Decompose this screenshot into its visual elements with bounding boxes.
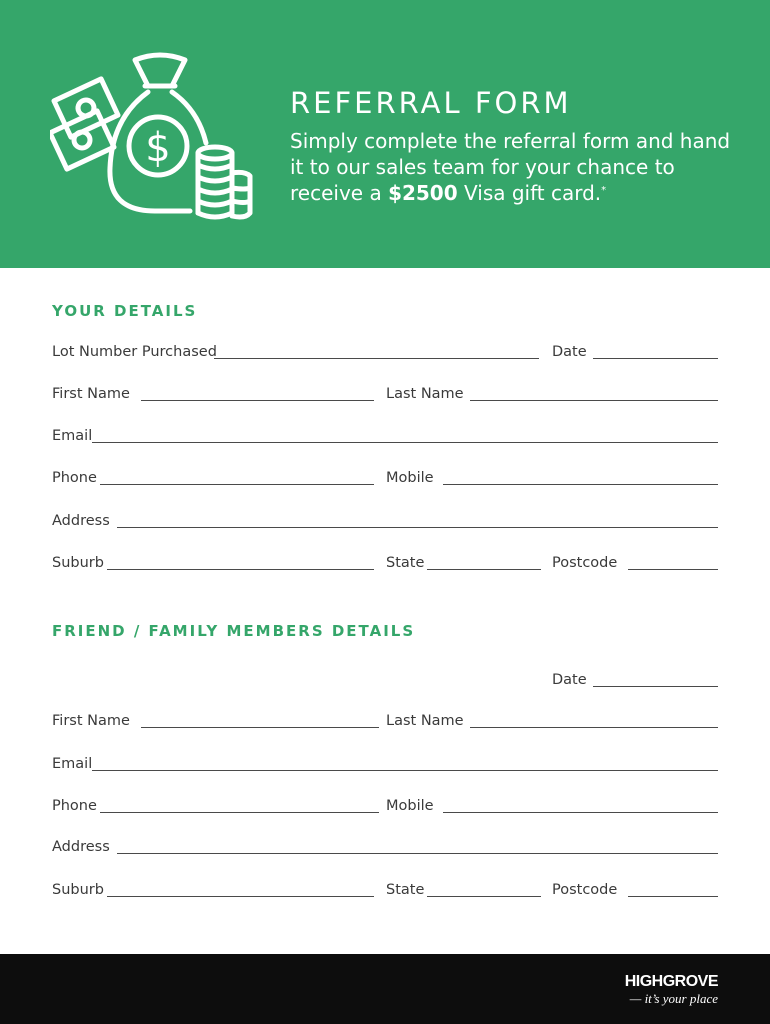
svg-text:$: $ <box>145 125 171 171</box>
friend-email-label: Email <box>52 756 93 772</box>
friend-details-heading: FRIEND / FAMILY MEMBERS DETAILS <box>52 622 416 640</box>
address-field[interactable] <box>117 527 718 528</box>
address-label: Address <box>52 513 110 529</box>
friend-mobile-field[interactable] <box>443 812 718 813</box>
date-label: Date <box>552 344 587 360</box>
form-title: REFERRAL FORM <box>290 86 572 120</box>
brand-tagline: — it’s your place <box>629 991 718 1006</box>
friend-suburb-field[interactable] <box>107 896 374 897</box>
friend-phone-field[interactable] <box>100 812 379 813</box>
your-details-heading: YOUR DETAILS <box>52 302 198 320</box>
suburb-field[interactable] <box>107 569 374 570</box>
first-name-label: First Name <box>52 386 130 402</box>
form-intro-text <box>290 128 740 206</box>
phone-label: Phone <box>52 470 97 486</box>
date-field[interactable] <box>593 358 718 359</box>
phone-field[interactable] <box>100 484 374 485</box>
footer-bar <box>0 954 770 1024</box>
friend-first-name-field[interactable] <box>141 727 379 728</box>
lot-number-field[interactable] <box>214 358 539 359</box>
suburb-label: Suburb <box>52 555 104 571</box>
friend-phone-label: Phone <box>52 798 97 814</box>
intro-text-part1: Simply complete the referral form and hand it to our sales team for your chance to receive a <box>290 129 731 205</box>
friend-postcode-field[interactable] <box>628 896 718 897</box>
first-name-field[interactable] <box>141 400 374 401</box>
state-field[interactable] <box>427 569 541 570</box>
mobile-label: Mobile <box>386 470 434 486</box>
friend-address-label: Address <box>52 839 110 855</box>
last-name-field[interactable] <box>470 400 718 401</box>
postcode-field[interactable] <box>628 569 718 570</box>
friend-email-field[interactable] <box>92 770 718 771</box>
postcode-label: Postcode <box>552 555 618 571</box>
friend-mobile-label: Mobile <box>386 798 434 814</box>
prize-amount: $2500 <box>388 181 458 205</box>
mobile-field[interactable] <box>443 484 718 485</box>
friend-date-field[interactable] <box>593 686 718 687</box>
friend-address-field[interactable] <box>117 853 718 854</box>
friend-date-label: Date <box>552 672 587 688</box>
last-name-label: Last Name <box>386 386 464 402</box>
brand-logo: HIGHGROVE <box>624 973 718 990</box>
money-bag-icon <box>50 48 260 223</box>
footnote-mark: * <box>601 185 607 196</box>
friend-last-name-label: Last Name <box>386 713 464 729</box>
friend-state-label: State <box>386 882 425 898</box>
header-banner <box>0 0 770 268</box>
intro-text-part2: Visa gift card. <box>457 181 602 205</box>
friend-suburb-label: Suburb <box>52 882 104 898</box>
email-field[interactable] <box>92 442 718 443</box>
state-label: State <box>386 555 425 571</box>
friend-first-name-label: First Name <box>52 713 130 729</box>
friend-state-field[interactable] <box>427 896 541 897</box>
friend-last-name-field[interactable] <box>470 727 718 728</box>
email-label: Email <box>52 428 93 444</box>
friend-postcode-label: Postcode <box>552 882 618 898</box>
lot-number-label: Lot Number Purchased <box>52 344 217 360</box>
